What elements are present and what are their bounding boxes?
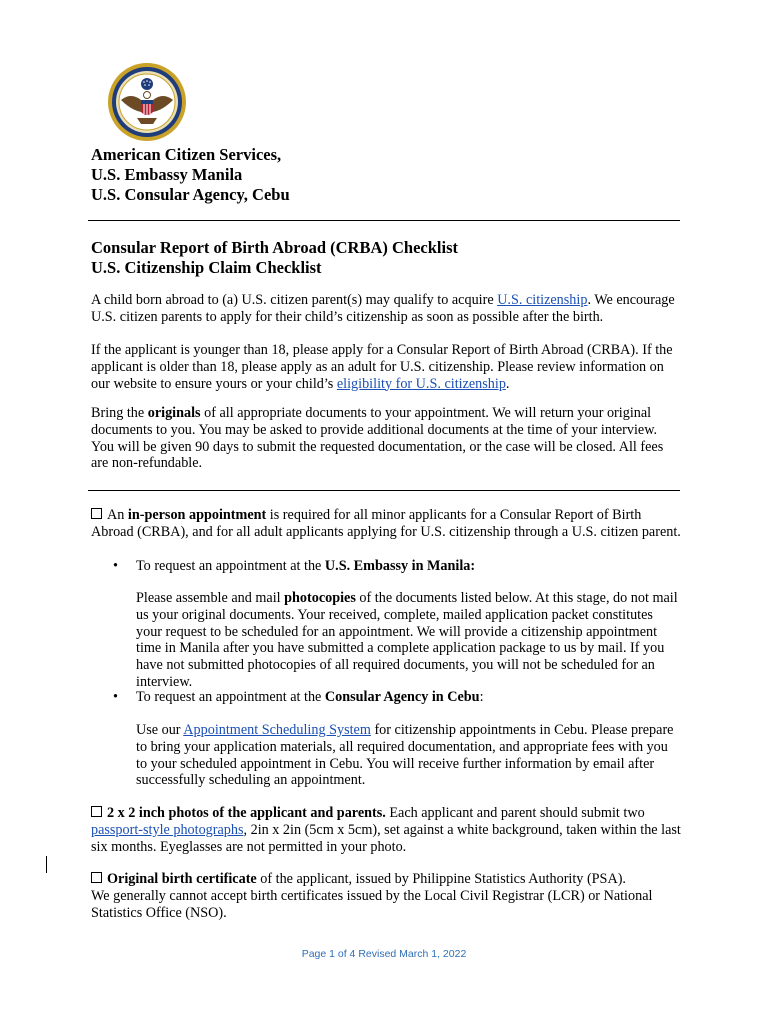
p3-bold-originals: originals (147, 405, 201, 421)
manila-instructions (136, 590, 682, 691)
organization-header (91, 145, 290, 205)
cebu-text-a: Use our (136, 722, 184, 738)
manila-lead-text: To request an appointment at the (136, 558, 325, 574)
p2-text-a: If the applicant is younger than 18, please apply for a Consular Report of Birth Abroad (CRBA). If the applicant is older than 18, please apply as an adult for U.S. citizenship. Please review information on our website to ensure yours or your child’s (91, 342, 673, 392)
text-cursor (46, 856, 47, 873)
item3-text-a: of the applicant, issued by Philippine Statistics Authority (PSA). (256, 871, 626, 887)
item1-text-a: An (107, 507, 128, 523)
bullet-icon: • (113, 689, 118, 705)
item2-text-b: , 2in x 2in (5cm x 5cm), set against a white background, taken within the last six months. Eyeglasses are not permitted in your photo. (91, 821, 681, 855)
org-line-2: U.S. Embassy Manila (91, 165, 243, 184)
bullet-icon: • (113, 558, 118, 574)
checkbox-icon (91, 806, 102, 817)
manila-bullet-lead (136, 558, 682, 575)
title-line-2: U.S. Citizenship Claim Checklist (91, 258, 322, 277)
manila-lead-bold: U.S. Embassy in Manila: (324, 558, 476, 574)
intro-paragraph-2 (91, 342, 681, 392)
manila-text-b: of the documents listed below. At this stage, do not mail us your original documents. Your received, complete, mailed application packet constitutes your request to be scheduled for an appointment. We will provide a citizenship appointment time in Manila after you have submitted a complete application package to us by mail. If you have not submitted photocopies of all required documents, you will not be scheduled for an interview. (136, 590, 678, 690)
cebu-instructions (136, 722, 682, 789)
cebu-lead-text: To request an appointment at the (136, 689, 325, 705)
cebu-text-b: for citizenship appointments in Cebu. Please prepare to bring your application materials, all required documentation, and appropriate fees with you to your scheduled appointment in Cebu. You will receive further information by email after successfully scheduling an appointment. (136, 722, 674, 789)
p1-text-a: A child born abroad to (a) U.S. citizen parent(s) may qualify to acquire (91, 292, 498, 308)
item3-bold: Original birth certificate (107, 871, 257, 887)
manila-bold-photocopies: photocopies (284, 590, 356, 606)
eligibility-link[interactable]: eligibility for U.S. citizenship (336, 375, 506, 392)
org-line-1: American Citizen Services, (91, 145, 282, 164)
intro-paragraph-3 (91, 405, 681, 472)
checklist-item-appointment (91, 507, 681, 541)
passport-photos-link[interactable]: passport-style photographs (91, 821, 244, 838)
intro-paragraph-1 (91, 292, 681, 326)
appointment-scheduling-link[interactable]: Appointment Scheduling System (183, 722, 371, 738)
org-line-3: U.S. Consular Agency, Cebu (91, 185, 290, 204)
embassy-seal-logo (107, 62, 187, 142)
p2-text-b: . (505, 375, 510, 392)
divider-middle (88, 490, 680, 491)
item3-text-b: We generally cannot accept birth certificates issued by the Local Civil Registrar (LCR) or National Statistics Office (NSO). (91, 887, 653, 921)
checkbox-icon (91, 508, 102, 519)
cebu-lead-colon: : (479, 689, 484, 705)
p3-text-b: of all appropriate documents to your appointment. We will return your original documents to you. You may be asked to provide additional documents at the time of your interview. You will be given 90 days to submit the requested documentation, or the case will be closed. All fees are non-refundable. (91, 405, 664, 472)
item2-text-a: Each applicant and parent should submit two (385, 805, 645, 821)
cebu-bullet-lead (136, 689, 682, 706)
document-title (91, 238, 458, 278)
cebu-lead-bold: Consular Agency in Cebu (324, 689, 480, 705)
p1-text-b: . We encourage U.S. citizen parents to apply for their child’s citizenship as soon as possible after the birth. (91, 292, 675, 325)
p3-text-a: Bring the (91, 405, 148, 421)
item1-text-b: is required for all minor applicants for a Consular Report of Birth Abroad (CRBA), and for all adult applicants applying for U.S. citizenship through a U.S. citizen parent. (91, 507, 681, 540)
page-footer: Page 1 of 4 Revised March 1, 2022 (301, 948, 467, 960)
us-citizenship-link[interactable]: U.S. citizenship (497, 292, 588, 308)
divider-top (88, 220, 680, 221)
item1-bold: in-person appointment (127, 507, 267, 523)
checklist-item-birth-certificate (91, 871, 681, 921)
title-line-1: Consular Report of Birth Abroad (CRBA) Checklist (91, 238, 458, 257)
checklist-item-photos (91, 805, 681, 855)
checkbox-icon (91, 872, 102, 883)
manila-text-a: Please assemble and mail (136, 590, 285, 606)
item2-bold: 2 x 2 inch photos of the applicant and parents. (107, 805, 386, 821)
